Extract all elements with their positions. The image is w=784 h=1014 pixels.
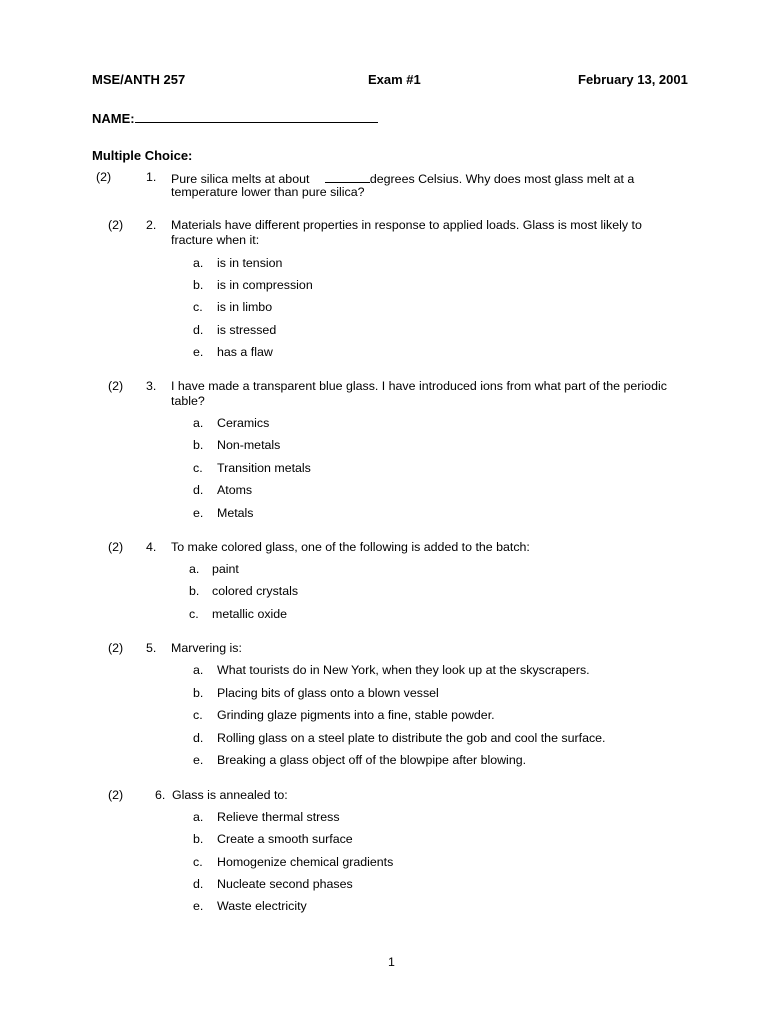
answer-blank bbox=[325, 170, 370, 183]
question-4-line-1: To make colored glass, one of the following is added to the batch: bbox=[171, 540, 530, 554]
question-6-line-1: Glass is annealed to: bbox=[172, 788, 288, 802]
option-text: paint bbox=[212, 562, 239, 576]
question-1-line-2: temperature lower than pure silica? bbox=[171, 185, 365, 199]
option-letter: e. bbox=[193, 506, 204, 520]
question-2-line-2: fracture when it: bbox=[171, 233, 260, 247]
question-1-text-part-2: degrees Celsius. Why does most glass melt at a bbox=[369, 172, 635, 186]
question-2-line-1: Materials have different properties in response to applied loads. Glass is most likely to bbox=[171, 218, 642, 232]
question-6-points: (2) bbox=[108, 788, 124, 802]
option-letter: b. bbox=[193, 686, 204, 700]
option-text: is in tension bbox=[217, 256, 283, 270]
option-letter: d. bbox=[193, 877, 204, 891]
option-letter: c. bbox=[193, 708, 203, 722]
page-number: 1 bbox=[388, 955, 395, 969]
question-2-points: (2) bbox=[108, 218, 124, 232]
option-text: Placing bits of glass onto a blown vessel bbox=[217, 686, 439, 700]
option-letter: d. bbox=[193, 483, 204, 497]
question-3-number: 3. bbox=[146, 379, 157, 393]
option-text: metallic oxide bbox=[212, 607, 288, 621]
question-5-number: 5. bbox=[146, 641, 157, 655]
option-letter: a. bbox=[189, 562, 200, 576]
question-3-points: (2) bbox=[108, 379, 124, 393]
question-1-text-part-1: Pure silica melts at about bbox=[171, 172, 313, 186]
option-text: Waste electricity bbox=[217, 899, 307, 913]
option-letter: b. bbox=[193, 438, 204, 452]
option-letter: b. bbox=[193, 832, 204, 846]
exam-title: Exam #1 bbox=[368, 72, 421, 87]
option-text: Breaking a glass object off of the blowpipe after blowing. bbox=[217, 753, 527, 767]
option-text: is in limbo bbox=[217, 300, 273, 314]
option-letter: a. bbox=[193, 810, 204, 824]
option-text: Rolling glass on a steel plate to distribute the gob and cool the surface. bbox=[217, 731, 606, 745]
option-letter: e. bbox=[193, 899, 204, 913]
option-letter: e. bbox=[193, 753, 204, 767]
option-text: colored crystals bbox=[212, 584, 299, 598]
name-label: NAME: bbox=[92, 111, 135, 126]
option-text: Non-metals bbox=[217, 438, 281, 452]
option-text: Atoms bbox=[217, 483, 253, 497]
option-letter: c. bbox=[193, 855, 203, 869]
option-text: Metals bbox=[217, 506, 254, 520]
option-letter: d. bbox=[193, 323, 204, 337]
exam-date: February 13, 2001 bbox=[578, 72, 688, 87]
option-letter: c. bbox=[193, 461, 203, 475]
question-3-line-1: I have made a transparent blue glass. I have introduced ions from what part of the periodic bbox=[171, 379, 667, 393]
option-letter: c. bbox=[193, 300, 203, 314]
option-text: Grinding glaze pigments into a fine, stable powder. bbox=[217, 708, 495, 722]
option-letter: e. bbox=[193, 345, 204, 359]
option-text: Homogenize chemical gradients bbox=[217, 855, 394, 869]
section-title: Multiple Choice: bbox=[92, 148, 193, 163]
option-text: has a flaw bbox=[217, 345, 273, 359]
question-1-points: (2) bbox=[96, 170, 112, 184]
question-4-number: 4. bbox=[146, 540, 157, 554]
question-4-points: (2) bbox=[108, 540, 124, 554]
option-text: Create a smooth surface bbox=[217, 832, 353, 846]
course-code: MSE/ANTH 257 bbox=[92, 72, 186, 87]
question-5-points: (2) bbox=[108, 641, 124, 655]
name-field bbox=[92, 109, 378, 126]
option-text: Transition metals bbox=[217, 461, 311, 475]
option-letter: b. bbox=[189, 584, 200, 598]
option-text: is in compression bbox=[217, 278, 313, 292]
option-text: What tourists do in New York, when they look up at the skyscrapers. bbox=[217, 663, 590, 677]
question-1-number: 1. bbox=[146, 170, 157, 184]
question-3-line-2: table? bbox=[171, 394, 205, 408]
option-text: Nucleate second phases bbox=[217, 877, 353, 891]
question-6-number: 6. bbox=[155, 788, 166, 802]
option-text: Ceramics bbox=[217, 416, 270, 430]
option-letter: d. bbox=[193, 731, 204, 745]
option-text: Relieve thermal stress bbox=[217, 810, 340, 824]
question-5-line-1: Marvering is: bbox=[171, 641, 242, 655]
option-letter: b. bbox=[193, 278, 204, 292]
question-2-number: 2. bbox=[146, 218, 157, 232]
name-blank-line bbox=[135, 109, 378, 123]
option-letter: a. bbox=[193, 256, 204, 270]
option-text: is stressed bbox=[217, 323, 277, 337]
option-letter: a. bbox=[193, 663, 204, 677]
option-letter: a. bbox=[193, 416, 204, 430]
option-letter: c. bbox=[189, 607, 199, 621]
